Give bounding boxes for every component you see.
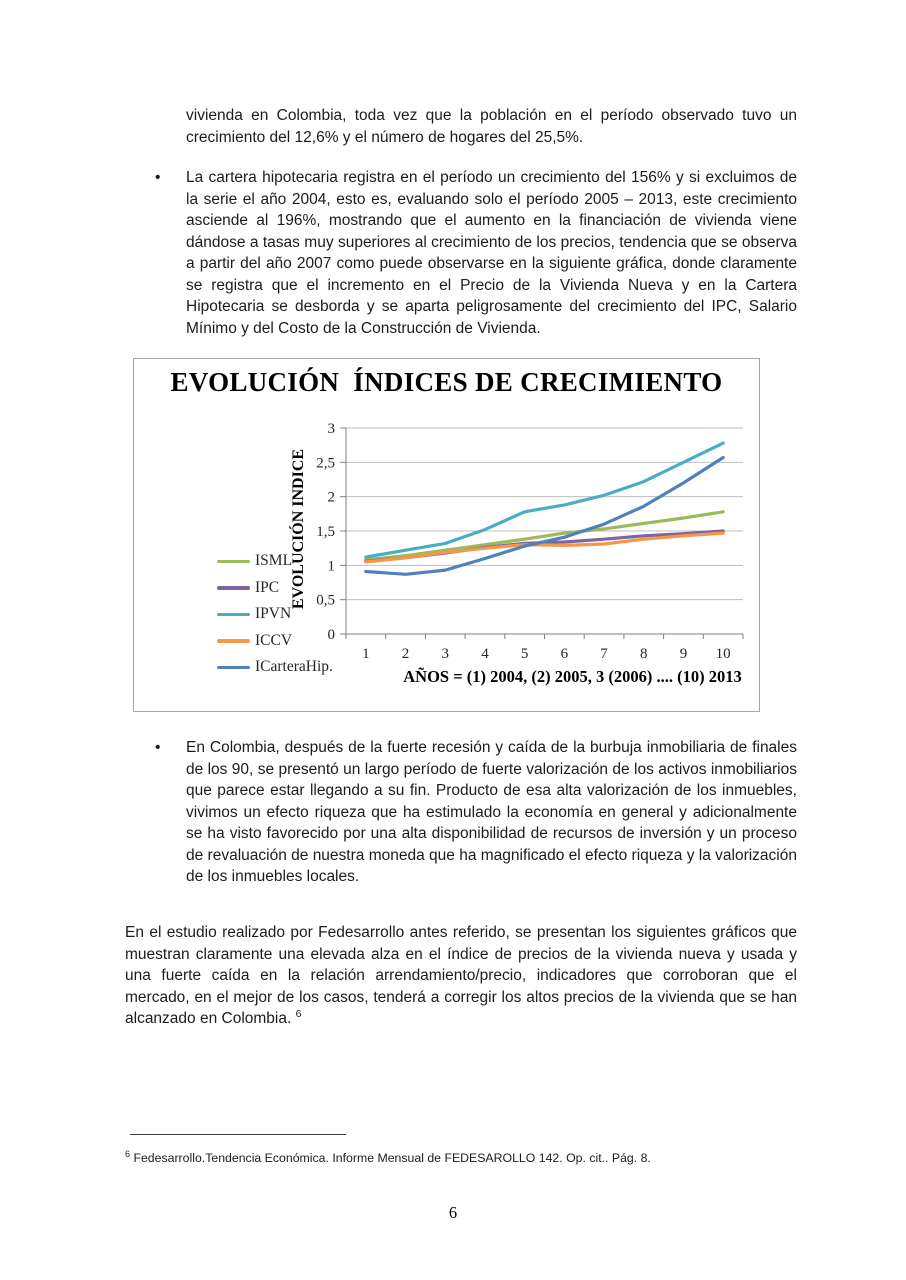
svg-text:8: 8 xyxy=(640,646,648,662)
svg-text:2: 2 xyxy=(401,646,410,662)
legend-item-isml xyxy=(217,548,333,575)
bullet-item-cartera xyxy=(155,167,797,339)
legend-line-icon xyxy=(217,666,250,670)
chart-title: EVOLUCIÓN ÍNDICES DE CRECIMIENTO xyxy=(170,367,723,397)
x-axis-title: AÑOS = (1) 2004, (2) 2005, 3 (2006) .... (10) 2013 xyxy=(403,667,742,686)
page-number: 6 xyxy=(448,1203,458,1222)
svg-text:1: 1 xyxy=(362,646,370,662)
legend-label: IPC xyxy=(255,578,280,596)
svg-text:1,5: 1,5 xyxy=(316,524,335,540)
svg-text:2,5: 2,5 xyxy=(316,455,335,472)
bullet-item-recesion xyxy=(155,737,797,888)
legend-item-iccv xyxy=(217,628,333,655)
legend-item-ipvn xyxy=(217,601,333,628)
bullet-icon: • xyxy=(155,739,161,756)
svg-text:9: 9 xyxy=(679,646,688,662)
svg-text:4: 4 xyxy=(481,646,489,662)
closing-paragraph xyxy=(125,922,797,1030)
intro-paragraph: vivienda en Colombia, toda vez que la población en el período observado tuvo un crecimiento del 12,6% y el número de hogares del 25,5%. xyxy=(186,107,797,146)
bullet-recesion-text: En Colombia, después de la fuerte recesión y caída de la burbuja inmobiliaria de finales de los 90, se presentó un largo período de fuerte valorización de los activos inmobiliarios que parece estar llegando a su fin. Producto de esa alta valorización de los inmuebles, vivimos un efecto riqueza que ha estimulado la economía en general y adicionalmente se ha visto favorecido por una alta disponibilidad de recursos de inversión y un proceso de revaluación de nuestra moneda que ha magnificado el efecto riqueza y la valorización de los inmuebles locales. xyxy=(186,739,797,885)
svg-text:6: 6 xyxy=(560,646,569,662)
legend-line-icon xyxy=(217,639,250,643)
svg-text:10: 10 xyxy=(715,646,731,662)
svg-text:3: 3 xyxy=(441,646,449,662)
legend-line-icon xyxy=(217,560,250,564)
svg-text:0,5: 0,5 xyxy=(316,592,335,609)
y-axis-title: EVOLUCIÓN INDICE xyxy=(290,448,307,610)
svg-text:2: 2 xyxy=(327,489,335,506)
bullet-icon: • xyxy=(155,169,161,186)
svg-text:1: 1 xyxy=(327,558,335,575)
legend-line-icon xyxy=(217,613,250,617)
legend-label: ICCV xyxy=(255,631,293,649)
legend-label: ISML xyxy=(255,552,293,570)
footnote-text: Fedesarrollo.Tendencia Económica. Informe Mensual de FEDESAROLLO 142. Op. cit.. Pág. 8. xyxy=(133,1151,651,1165)
legend-item-icarterahip xyxy=(217,654,333,681)
footnote xyxy=(125,1150,815,1167)
bullet-cartera-text: La cartera hipotecaria registra en el período un crecimiento del 156% y si excluimos de la serie el año 2004, esto es, evaluando solo el período 2005 – 2013, este crecimiento asciende al 196%, mostrando que el aumento en la financiación de vivienda viene dándose a tasas muy superiores al crecimiento de los precios, tendencia que se observa a partir del año 2007 como puede observarse en la siguiente gráfica, donde claramente se registra que el incremento en el Precio de la Vivienda Nueva y en la Cartera Hipotecaria se desborda y se aparta peligrosamente del crecimiento del IPC, Salario Mínimo y del Costo de la Construcción de Vivienda. xyxy=(186,169,797,337)
svg-text:5: 5 xyxy=(520,646,529,662)
footnote-separator xyxy=(130,1134,346,1135)
legend-line-icon xyxy=(217,586,250,590)
svg-text:7: 7 xyxy=(600,646,608,662)
legend-item-ipc xyxy=(217,575,333,602)
legend-label: ICarteraHip. xyxy=(255,658,333,676)
svg-text:3: 3 xyxy=(327,421,335,437)
footnote-reference: 6 xyxy=(295,1007,302,1020)
chart-legend xyxy=(217,548,333,681)
chart-frame xyxy=(133,358,760,712)
footnote-number: 6 xyxy=(125,1148,131,1159)
closing-paragraph-text: En el estudio realizado por Fedesarrollo antes referido, se presentan los siguientes gráficos que muestran claramente una elevada alza en el índice de precios de la vivienda nueva y usada y una fuerte caída en la relación arrendamiento/precio, indicadores que corroboran que el mercado, en el mejor de los casos, tenderá a corregir los altos precios de la vivienda que se han alcanzado en Colombia. xyxy=(125,924,797,1027)
svg-text:0: 0 xyxy=(327,627,335,643)
legend-label: IPVN xyxy=(255,605,292,623)
